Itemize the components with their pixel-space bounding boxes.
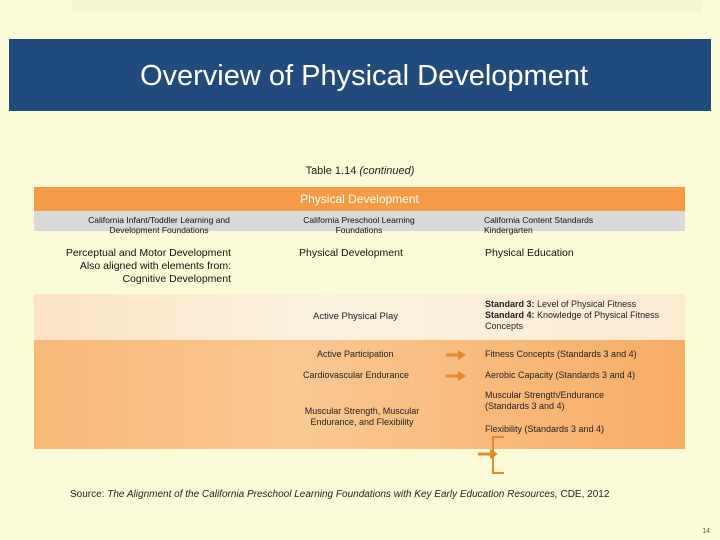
row-right-fitness-concepts: Fitness Concepts (Standards 3 and 4) [485,349,637,359]
source-prefix: Source: [70,489,105,500]
row-right-aerobic: Aerobic Capacity (Standards 3 and 4) [485,370,636,380]
table-header-label: Physical Development [300,192,419,206]
domain-kindergarten: Physical Education [485,247,574,259]
active-play-label: Active Physical Play [313,311,399,322]
alignment-table [34,187,685,449]
row-right-flexibility: Flexibility (Standards 3 and 4) [485,424,605,434]
caption-suffix: (continued) [359,165,415,177]
domain-infant-title: Perceptual and Motor Development [65,247,231,259]
top-strip [72,0,702,12]
std4-label: Standard 4: [485,310,535,320]
domain-row [34,233,685,283]
std3-text: Level of Physical Fitness [537,299,637,309]
foundations-band [34,340,685,449]
column-header-kindergarten: California Content Standards Kindergarten [484,215,594,235]
row-left-active-participation: Active Participation [317,349,394,359]
active-play-band [34,294,685,340]
column-header-infant: California Infant/Toddler Learning and Development Foundations [88,215,230,235]
arrow-right-icon [446,350,466,360]
row-left-strength-flexibility: Muscular Strength, Muscular Endurance, and Flexibility [304,406,420,427]
domain-infant-sub2: Cognitive Development [122,273,231,285]
title-banner [9,39,711,111]
row-right-strength-endurance: Muscular Strength/Endurance (Standards 3 and 4) [485,390,605,411]
source-title: The Alignment of the California Preschool Learning Foundations with Key Early Education Resources, [107,489,558,500]
domain-infant-sub1: Also aligned with elements from: [79,260,231,272]
std4-text: Knowledge of Physical Fitness Concepts [485,310,660,331]
active-play-standards [485,299,681,332]
std3-label: Standard 3: [485,299,535,309]
column-header-preschool: California Preschool Learning Foundations [303,215,415,235]
source-citation [70,489,609,500]
arrow-right-icon [478,449,498,459]
table-header [34,187,685,211]
table-caption [0,165,720,177]
domain-preschool: Physical Development [299,247,403,259]
slide-title: Overview of Physical Development [139,60,589,92]
caption-prefix: Table 1.14 [305,165,357,177]
source-suffix: CDE, 2012 [560,489,610,500]
page-number: 14 [702,528,710,535]
arrow-right-icon [446,371,466,381]
row-left-cardiovascular: Cardiovascular Endurance [303,370,410,380]
